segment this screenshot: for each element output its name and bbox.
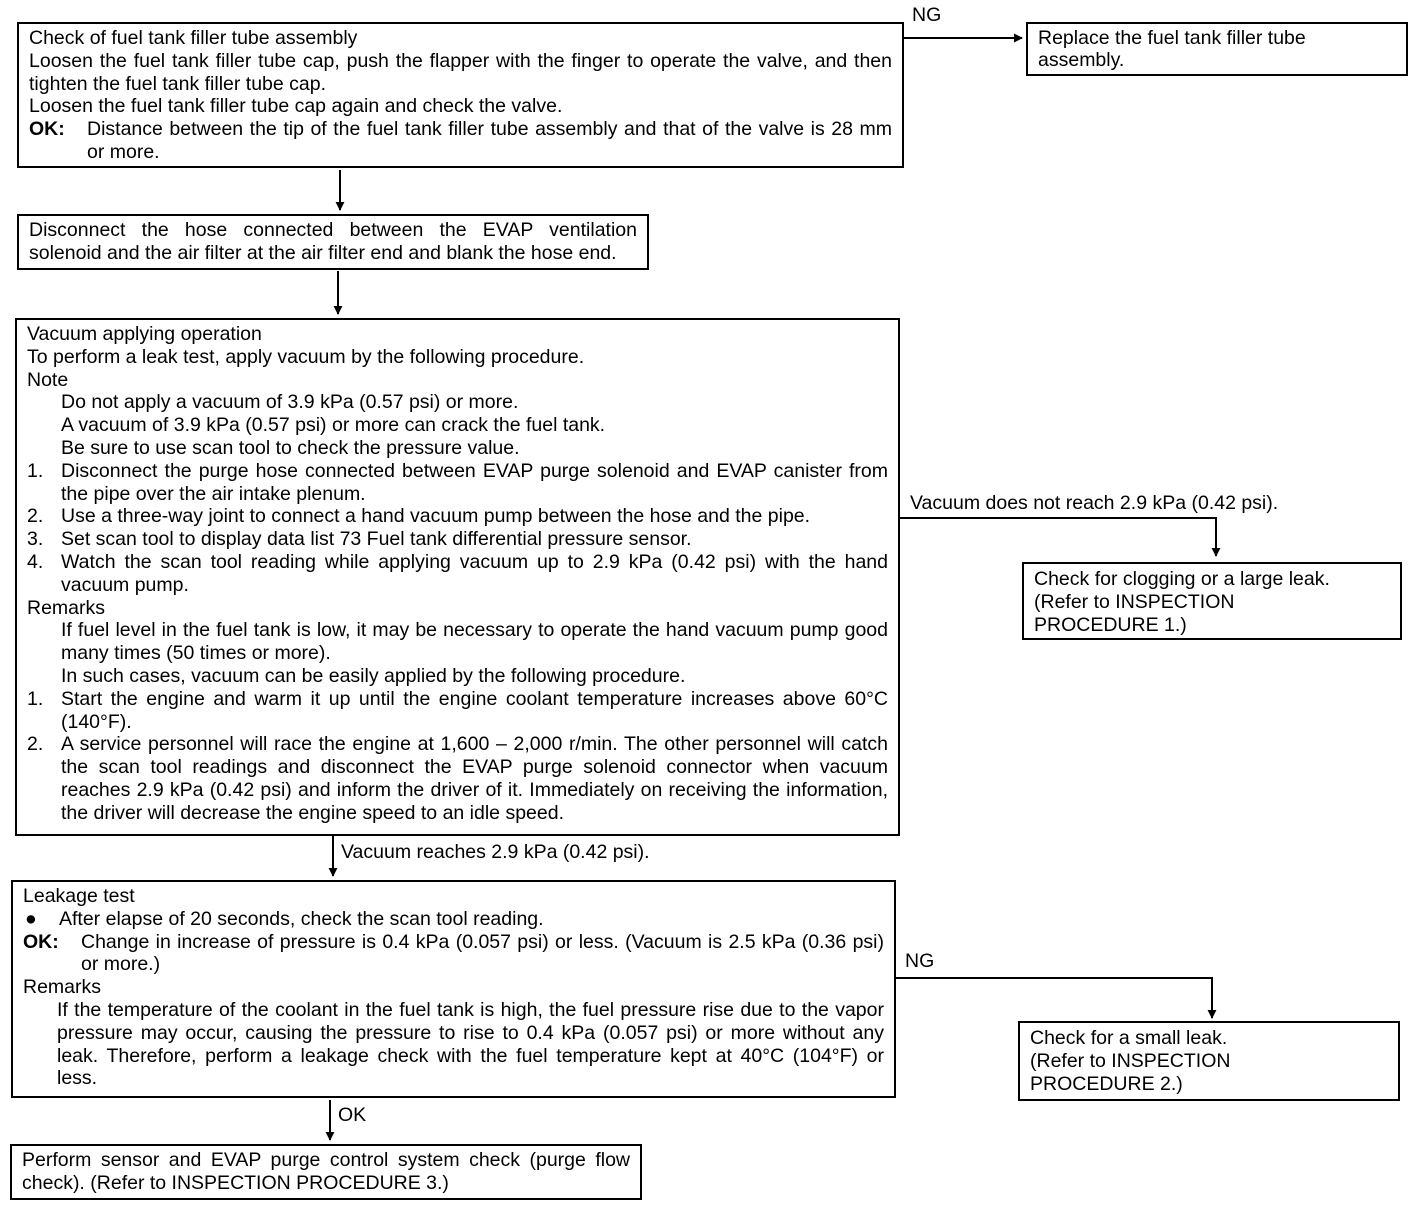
box1-title: Check of fuel tank filler tube assembly bbox=[29, 27, 358, 49]
step-text: A service personnel will race the engine at 1,600 – 2,000 r/min. The other personnel will catch the scan tool readings and disconnect the EVAP purge solenoid connector when vacuum reaches 2.9 kPa (0.42 psi) and inform the driver of it. Immediately on receiving the information, the driver will decrease the engine speed to an idle speed. bbox=[61, 733, 888, 824]
small-leak-line3: PROCEDURE 2.) bbox=[1030, 1072, 1183, 1095]
large-leak-check-box bbox=[1022, 562, 1402, 640]
step-text: Set scan tool to display data list 73 Fuel tank differential pressure sensor. bbox=[61, 528, 692, 551]
purge-flow-check-box bbox=[10, 1144, 642, 1200]
leakage-test-box bbox=[11, 880, 896, 1098]
box4-title: Leakage test bbox=[23, 885, 135, 907]
step-item bbox=[27, 460, 888, 506]
note-line: A vacuum of 3.9 kPa (0.57 psi) or more can crack the fuel tank. bbox=[61, 414, 606, 437]
remarks-label: Remarks bbox=[27, 596, 106, 619]
ok-label: OK: bbox=[29, 118, 65, 141]
small-leak-line2: (Refer to INSPECTION bbox=[1030, 1049, 1231, 1072]
step-item bbox=[27, 733, 888, 824]
box1-step2: Loosen the fuel tank filler tube cap again and check the valve. bbox=[29, 95, 563, 118]
box2-text: Disconnect the hose connected between the EVAP ventilation solenoid and the air filter at the air filter end and blank the hose end. bbox=[29, 219, 637, 264]
filler-tube-check-box bbox=[17, 22, 904, 168]
ng-label-2: NG bbox=[905, 950, 935, 972]
arrow-box4-ng bbox=[896, 978, 1212, 1018]
remarks-line: In such cases, vacuum can be easily applied by the following procedure. bbox=[61, 664, 686, 687]
step-item bbox=[27, 505, 888, 528]
step-number: 2. bbox=[27, 733, 44, 756]
step-number: 3. bbox=[27, 528, 44, 551]
small-leak-line1: Check for a small leak. bbox=[1030, 1027, 1228, 1049]
step-number: 1. bbox=[27, 459, 44, 482]
remarks-text: If the temperature of the coolant in the fuel tank is high, the fuel pressure rise due to the vapor pressure may occur, causing the pressure to rise to 0.4 kPa (0.057 psi) or more without any leak. Therefore, perform a leakage check with the fuel temperature kept at 40°C (104°F) or less. bbox=[57, 998, 884, 1090]
large-leak-line2: (Refer to INSPECTION bbox=[1034, 590, 1235, 613]
box3-title: Vacuum applying operation bbox=[27, 323, 262, 345]
large-leak-line3: PROCEDURE 1.) bbox=[1034, 613, 1187, 636]
replace-filler-text: Replace the fuel tank filler tube assembly. bbox=[1038, 27, 1306, 71]
ok-text: Distance between the tip of the fuel tank filler tube assembly and that of the valve is 28 mm or more. bbox=[87, 118, 892, 163]
ok-text: Change in increase of pressure is 0.4 kPa (0.057 psi) or less. (Vacuum is 2.5 kPa (0.36 psi) or more.) bbox=[81, 930, 884, 976]
step-text: Disconnect the purge hose connected between EVAP purge solenoid and EVAP canister from the pipe over the air intake plenum. bbox=[61, 459, 888, 505]
large-leak-line1: Check for clogging or a large leak. bbox=[1034, 568, 1330, 590]
disconnect-hose-box bbox=[17, 214, 649, 270]
ng-label-1: NG bbox=[912, 4, 942, 26]
ok-label-flow: OK bbox=[338, 1104, 367, 1126]
box5-text: Perform sensor and EVAP purge control system check (purge flow check). (Refer to INSPECTION PROCEDURE 3.) bbox=[22, 1149, 630, 1194]
note-line: Do not apply a vacuum of 3.9 kPa (0.57 psi) or more. bbox=[61, 391, 519, 414]
step-item bbox=[27, 551, 888, 597]
box1-ok-criteria bbox=[29, 118, 892, 164]
step-number: 4. bbox=[27, 550, 44, 573]
bullet-icon: ● bbox=[25, 907, 37, 930]
note-line: Be sure to use scan tool to check the pressure value. bbox=[61, 436, 520, 459]
bullet-item bbox=[23, 908, 884, 931]
remarks-label: Remarks bbox=[23, 976, 102, 999]
bullet-text: After elapse of 20 seconds, check the scan tool reading. bbox=[59, 907, 544, 930]
replace-filler-tube-box bbox=[1026, 22, 1408, 76]
vacuum-pass-label: Vacuum reaches 2.9 kPa (0.42 psi). bbox=[341, 841, 650, 863]
ok-label: OK: bbox=[23, 930, 59, 953]
step-number: 1. bbox=[27, 687, 44, 710]
step-item bbox=[27, 528, 888, 551]
step-text: Start the engine and warm it up until the engine coolant temperature increases above 60°C (140°F). bbox=[61, 687, 888, 733]
vacuum-applying-box bbox=[15, 318, 900, 836]
box4-ok-criteria bbox=[23, 931, 884, 977]
arrow-box3-fail bbox=[900, 518, 1216, 556]
step-text: Watch the scan tool reading while applying vacuum up to 2.9 kPa (0.42 psi) with the hand vacuum pump. bbox=[61, 550, 888, 596]
note-label: Note bbox=[27, 368, 69, 391]
box1-step1: Loosen the fuel tank filler tube cap, push the flapper with the finger to operate the valve, and then tighten the fuel tank filler tube cap. bbox=[29, 49, 892, 95]
box3-intro: To perform a leak test, apply vacuum by the following procedure. bbox=[27, 345, 585, 368]
vacuum-fail-label: Vacuum does not reach 2.9 kPa (0.42 psi). bbox=[910, 492, 1279, 514]
small-leak-check-box bbox=[1018, 1021, 1400, 1101]
step-item bbox=[27, 688, 888, 734]
remarks-line: If fuel level in the fuel tank is low, it may be necessary to operate the hand vacuum pump good many times (50 times or more). bbox=[61, 619, 888, 665]
step-text: Use a three-way joint to connect a hand vacuum pump between the hose and the pipe. bbox=[61, 505, 811, 528]
step-number: 2. bbox=[27, 505, 44, 528]
